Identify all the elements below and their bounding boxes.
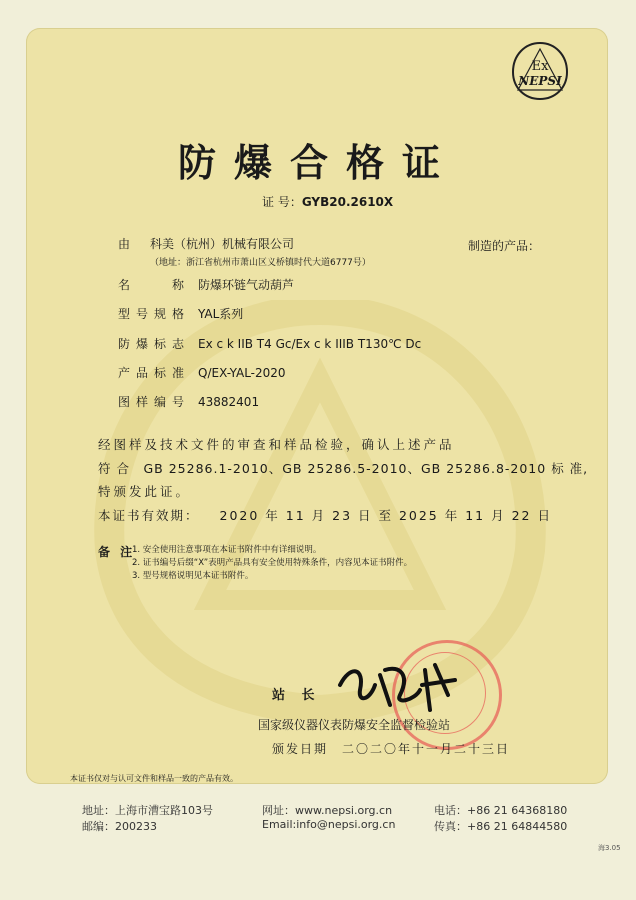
field-label: 产品标准	[118, 366, 191, 380]
note-item: 1. 安全使用注意事项在本证书附件中有详细说明。	[132, 545, 322, 555]
note-item: 3. 型号规格说明见本证书附件。	[132, 571, 254, 581]
field-label: 名 称	[118, 278, 191, 292]
fax-value: +86 21 64844580	[467, 820, 568, 833]
manufacturer-address: （地址：浙江省杭州市萧山区义桥镇时代大道6777号）	[150, 258, 371, 268]
note-item: 2. 证书编号后缀“X”表明产品具有安全使用特殊条件，内容见本证书附件。	[132, 558, 413, 568]
field-value: 防爆环链气动葫芦	[198, 278, 295, 292]
web-value[interactable]: www.nepsi.org.cn	[295, 804, 393, 817]
footer-postcode	[82, 818, 157, 834]
field-row	[118, 305, 243, 322]
field-row	[118, 393, 259, 410]
field-row	[118, 335, 421, 352]
postcode-value: 200233	[115, 820, 157, 833]
field-label: 图样编号	[118, 395, 191, 409]
postcode-label: 邮编：	[82, 820, 115, 833]
issue-date-value: 二〇二〇年十一月二十三日	[342, 742, 511, 756]
field-row	[118, 276, 294, 293]
web-label: 网址：	[262, 804, 295, 817]
statement-line-2: 符 合 GB 25286.1-2010、GB 25286.5-2010、GB 25286.8-2010 标 准,	[98, 461, 589, 476]
footer-tel	[434, 802, 567, 818]
issue-date-label: 颁发日期	[272, 742, 329, 756]
footer-web	[262, 802, 392, 818]
statement-line-3: 特颁发此证。	[98, 484, 192, 499]
field-value: Q/EX-YAL-2020	[198, 366, 286, 380]
statement-line-1: 经图样及技术文件的审查和样品检验，确认上述产品	[98, 437, 455, 452]
issuing-organization: 国家级仪器仪表防爆安全监督检验站	[258, 718, 451, 732]
tel-value: +86 21 64368180	[467, 804, 568, 817]
notes-label: 备 注	[98, 545, 136, 559]
field-value: Ex c k IIB T4 Gc/Ex c k IIIB T130℃ Dc	[198, 337, 422, 351]
manufacturer-label: 由	[118, 237, 131, 251]
signature	[330, 655, 470, 715]
manufacturer-name: 科美（杭州）机械有限公司	[150, 237, 295, 251]
email-label: Email:	[262, 818, 297, 831]
manufactured-product-label: 制造的产品：	[468, 239, 541, 253]
field-row	[118, 364, 286, 381]
certificate-number	[262, 193, 393, 210]
director-label: 站 长	[272, 688, 321, 703]
validity-footnote: 本证书仅对与认可文件和样品一致的产品有效。	[70, 774, 238, 783]
address-value: 上海市漕宝路103号	[115, 804, 213, 817]
field-label: 型号规格	[118, 307, 191, 321]
validity-value: 2020 年 11 月 23 日 至 2025 年 11 月 22 日	[219, 508, 552, 523]
fax-label: 传真：	[434, 820, 467, 833]
cert-no-value: GYB20.2610X	[301, 195, 394, 209]
form-code: 海3.05	[598, 844, 621, 852]
footer-fax	[434, 818, 567, 834]
logo-ex-text: Ex	[531, 59, 549, 74]
email-value[interactable]: info@nepsi.org.cn	[296, 818, 396, 831]
notes-list	[132, 544, 412, 583]
tel-label: 电话：	[434, 804, 467, 817]
logo-nepsi-text: NEPSI	[518, 74, 562, 88]
certificate-title: 防爆合格证	[177, 141, 458, 185]
issue-date-row	[272, 740, 510, 757]
manufacturer-row	[118, 235, 294, 252]
footer-address	[82, 802, 213, 818]
field-value: 43882401	[198, 395, 260, 409]
nepsi-logo	[507, 40, 573, 102]
validity-row	[98, 506, 552, 524]
footer-email	[262, 818, 395, 831]
cert-no-label: 证 号：	[262, 195, 302, 209]
address-label: 地址：	[82, 804, 115, 817]
validity-label: 本证书有效期：	[98, 508, 200, 523]
field-label: 防爆标志	[118, 337, 191, 351]
field-value: YAL系列	[198, 307, 244, 321]
